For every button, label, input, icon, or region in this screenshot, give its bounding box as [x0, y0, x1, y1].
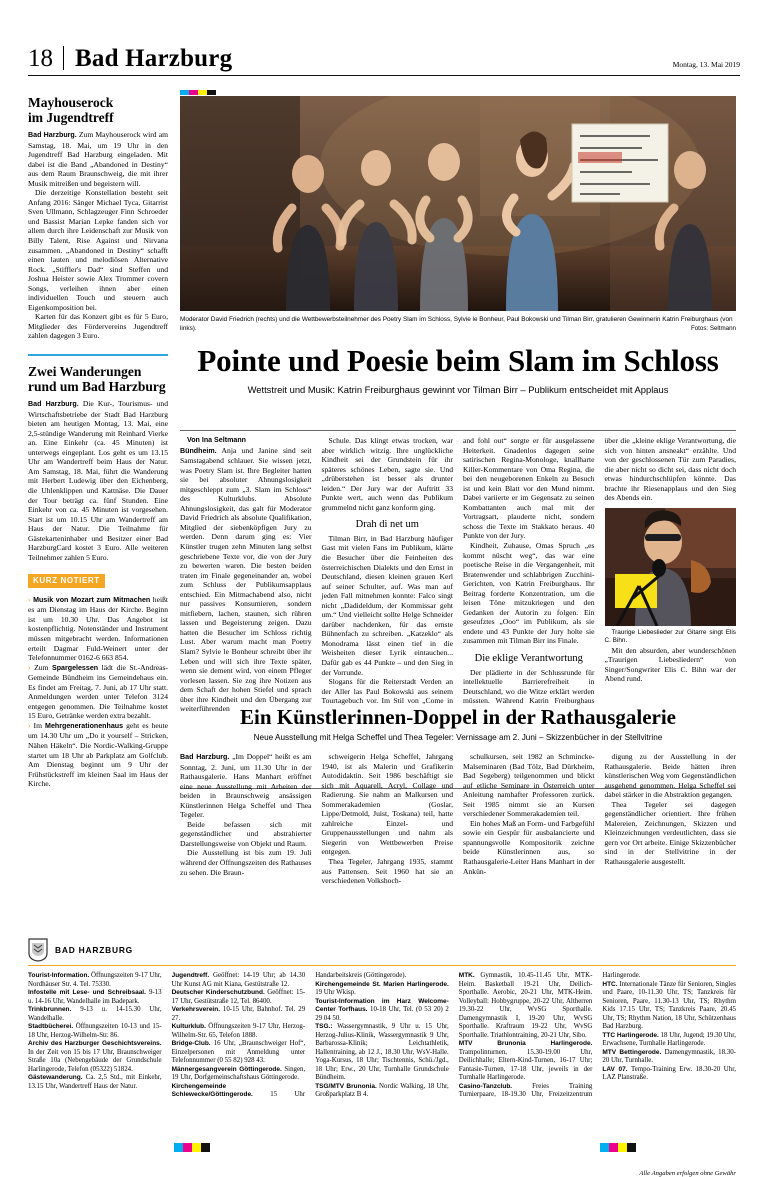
paragraph: Mit den absurden, aber wunderschönen „Traurigen Liebesliedern“ von Singer/Songwriter Elis C. Bihn war der Abend rund.	[604, 645, 736, 684]
service-entry: LAV 07. Tempo-Training Erw. 18.30-20 Uhr, LAZ Planstraße.	[602, 1065, 736, 1081]
headline-line: Mayhouserock	[28, 95, 114, 110]
service-name: Trinkbrunnen.	[28, 1006, 72, 1013]
photo-credit: Fotos: Seltmann	[690, 324, 736, 332]
service-entry: Tourist-Information im Harz Welcome-Center Torfhaus. 10-18 Uhr, Tel. (0 53 20) 2 29 04 50.	[315, 997, 449, 1022]
service-entry: HTC. Internationale Tänze für Senioren, Singles und Paare, 10-11.30 Uhr, TS; Tanzkreis für Senioren, Paare, 11.30-13 Uhr, TS; Rhythm Kids 17.15 Uhr, TS; Tanzkreis Paare, 20.45 Uhr, TS; Rhythm Nation, 18 Uhr, Schützenhaus Bad Harzburg.	[602, 980, 736, 1030]
lead-photo-image	[180, 96, 736, 311]
service-name: Kirchengemeinde St. Marien Harlingerode.	[315, 980, 449, 988]
second-story-subhead: Neue Ausstellung mit Helga Scheffel und Thea Tegeler: Vernissage am 2. Juni – Skizzenbücher in der Stellvitrine	[253, 733, 663, 742]
story-subheading: Drah di net um	[355, 519, 419, 531]
service-name: Gästewanderung.	[28, 1074, 83, 1081]
main-story-headline: Pointe und Poesie beim Slam im Schloss	[197, 343, 719, 378]
paragraph: schweigerin Helga Scheffel, Jahrgang 1940, ist als Malerin und Grafikerin Autodidaktin. Seit 1986 beschäftigt sie sich mit Aquarell, Acryl, Collage und Radierung. Sie nahm an Malkursen und Sommerakademien (Goslar, Lippe/Detmold, Juist, Toskana) teil, hatte zahlreiche Einzel- und Gruppenausstellungen und nahm als Siegerin von Wettbewerben Preise entgegen.	[321, 752, 453, 857]
service-entry: Verkehrsverein. 10-15 Uhr, Bahnhof. Tel. 29 27.	[171, 1006, 306, 1022]
service-name: TSG/MTV Brunonia.	[315, 1082, 377, 1090]
services-directory	[28, 938, 736, 1177]
main-story-columns-wrap	[180, 436, 736, 714]
paragraph: Slogans für die Reiterstadt Verden an der Aller las Paul Bokowski aus seinem Tourtagebuch vor. Im Stil von „Come in and fohl out“ sorgte er für ausgelassene Heiterkeit. Gnadenlos dagegen seine satirischen Regina-Monologe, knallharte Killer-Kommentare von Oma Regina, die bei den neugeborenen Enkeln zu Besuch ist und kein Blatt vor den Mund nimmt. Dabei variierte er im Gegensatz zu seinen Kombattanten auch mal mit der Vortragsart, plauderte nicht, sondern schoss die Texte im Stakkato heraus. 40 Punkte von der Jury.	[321, 436, 595, 706]
services-header	[28, 938, 736, 964]
story-subheading: Die eklige Verantwortung	[474, 653, 583, 665]
service-name: Verkehrsverein.	[171, 1006, 221, 1013]
service-name: Kulturklub.	[171, 1023, 206, 1030]
paragraph: Die derzeitige Konstellation besteht seit Anfang 2016: Sänger Michael Tyca, Gitarrist Sven Ullmann, Schlagzeuger Finn Schroeder und Bassist Marian Lepke fanden sich vor allem durch ihre Leidenschaft zur Musik von Billy Talent, Rise Against und Nirvana zusammen. „Abandoned in Destiny“ schafft einen lauten und melodiösen Alternative Rock. „Stiffler's Dad“ sind Steffen und Joshua Heister sowie Alex Trommer covern Songs, verleihen ihnen aber einen individuellen Touch und steuern auch Eigenkomposition bei.	[28, 188, 168, 312]
rail-article1-headline	[28, 96, 168, 125]
dateline: Bündheim.	[180, 446, 217, 455]
brief-keyword: Musik von Mozart zum Mitmachen	[33, 595, 151, 604]
byline: Von Ina Seltmann	[187, 436, 246, 444]
left-rail	[28, 96, 168, 789]
service-name: Stadtbücherei.	[28, 1023, 74, 1030]
headline-line: Zwei Wanderungen	[28, 364, 142, 380]
service-entry: Archiv des Harzburger Geschichtsvereins. In der Zeit von 15 bis 17 Uhr, Braunschweiger Straße 10a (Nebengebäude der Grundschule Harlingerode, Telefon (05322) 51824.	[28, 1040, 162, 1073]
service-entry: Deutscher Kinderschutzbund. Geöffnet: 15-17 Uhr, Gestütstraße 12, Tel. 86400.	[171, 989, 306, 1005]
rail-divider-1	[28, 354, 168, 356]
inline-photo-image	[605, 508, 737, 626]
section-title: Bad Harzburg	[75, 45, 233, 72]
paragraph: Beide befassen sich mit gegenständlicher und abstrahierter Darstellungsweise von Objekt und Raum.	[180, 819, 312, 848]
service-entry: Kirchengemeinde St. Marien Harlingerode. 19 Uhr Wkisp.	[315, 980, 449, 996]
lead-photo-caption: Moderator David Friedrich (rechts) und die Wettbewerbsteilnehmer des Poetry Slam im Schloss, Sylvie le Bonheur, Paul Bokowski und Tilman Birr, gratulieren Gewinnerin Katrin Freiburghaus (von links).	[180, 316, 733, 332]
service-name: TSG.:	[315, 1023, 333, 1030]
service-name: MTV Bettingerode.	[602, 1048, 662, 1056]
main-story-subhead: Wettstreit und Musik: Katrin Freiburghaus gewinnt vor Tilman Birr – Publikum entscheidet mit Applaus	[247, 384, 669, 395]
lead-photo	[180, 96, 736, 311]
service-entry: Casino-Tanzclub. Freies Training Turnierpaare, 18-19.30 Uhr, Freizeitzentrum Harlingerode.	[458, 972, 641, 1098]
service-entry: Stadtbücherei. Öffnungszeiten 10-13 und 15-18 Uhr, Herzog-Wilhelm-Str. 86.	[28, 1023, 162, 1039]
paragraph: Bad Harzburg. „Im Doppel“ heißt es am Sonntag, 2. Juni, um 11.30 Uhr in der Rathausgalerie. Hans Manhart eröffnet eine neue Ausstellung mit Arbeiten der beiden in Braunschweig ansässigen Künstlerinnen Helga Scheffel und Thea Tegeler.	[180, 752, 312, 820]
registration-marks-bottom-right	[600, 1143, 636, 1152]
paragraph: Kindheit, Zuhause, Omas Spruch „es kommt nüscht weg“, das war eine poetische Reise in die Vergangenheit, mit Bratenwender und schlabbrigen Zucchini-Gerichten, von Katrin Freiburghaus. Ihr Beitrag forderte Konzentration, um die leisen Töne mitzukriegen und den Gedanken der Autorin zu folgen. Ein geseufztes „Ooo“ im Publikum, als sie endete und 43 Punkte der Jury holte sie zusammen mit Tilman Birr ins Finale.	[463, 541, 595, 646]
masthead-rule	[28, 75, 740, 76]
service-entry: MTK. Gymnastik, 10.45-11.45 Uhr, MTK-Heim. Basketball 19-21 Uhr, Deilich-Sporthalle. Aerobic, 20-21 Uhr, MTK-Heim. Volleyball: Hobbygruppe, 20-22 Uhr, Altherren 19.30-22 Uhr, WvSG Sporthalle. Damengymnastik I, 19-20 Uhr, WvSG Sporthalle. Kraftraum 19-22 Uhr, WvSG Sporthalle. Triathlontraining, 20-21 Uhr, Sibo.	[458, 972, 593, 1039]
service-entry: Bridge-Club. 16 Uhr, „Braunschweiger Hof“, Einzelpersonen mit Anmeldung unter Telefonnummer (0 55 82) 928 43.	[171, 1040, 306, 1064]
service-name: Casino-Tanzclub.	[458, 1082, 513, 1090]
paragraph: Thea Tegeler sei dagegen gegenständlicher orientiert. Ihre frühen Malereien, Zeichnungen, Skizzen und Kleinzeichnungen verdeutlichten, dass sie gern vor Ort arbeite. Einige Skizzenbücher sind in der Stellvitrine in der Rathausgalerie ausgestellt.	[604, 799, 736, 867]
service-name: Archiv des Harzburger Geschichtsvereins.	[28, 1040, 162, 1047]
page-number: 18	[28, 45, 53, 72]
lead-photo-caption-wrap	[180, 316, 736, 333]
service-name: LAV 07.	[602, 1065, 628, 1073]
paragraph: Die Ausstellung ist bis zum 19. Juli während der Öffnungszeiten des Rathauses zu sehen. Die Braun-	[180, 848, 312, 877]
brief-item: › Musik von Mozart zum Mitmachen heißt es am Dienstag im Haus der Kirche. Beginn ist um 10.30 Uhr. Das Angebot ist kostenpflichtig. Notenständer und Instrument müssen mitgebracht werden. Informationen erteilt Dagmar Fuld-Weinert unter der Telefonnummer 0162-6 663 854.	[28, 594, 168, 663]
service-name: HTC.	[602, 980, 618, 988]
paragraph: Der plädierte in der Schlussrunde für intellektuelle Barrierefreiheit in Deutschland, wo die Witze erklärt werden müssten. Während Katrin Freiburghaus über die „kleine eklige Verantwortung, die sich von hinten ansneakt“ erzählte. Und von der geschlossenen Tür zum Paradies, die aber nicht so dicht sei, dass nicht doch etwas hindurchschlüpfen könnte. Das brachte ihr Riesenapplaus und den Sieg des Abends ein.	[463, 436, 736, 706]
dateline: Bad Harzburg.	[28, 131, 77, 139]
service-entry: TTC Harlingerode. 18 Uhr, Jugend; 19.30 Uhr, Erwachsene, Turnhalle Harlingerode.	[602, 1031, 736, 1047]
registration-marks-bottom-left	[174, 1143, 210, 1152]
rail-briefs	[28, 595, 168, 789]
service-entry: Trinkbrunnen. 9-13 u. 14-15.30 Uhr, Wandelhalle.	[28, 1006, 162, 1022]
service-name: Infostelle mit Lese- und Schreibsaal.	[28, 989, 146, 996]
brief-item: › Zum Spargelessen lädt die St.-Andreas-Gemeinde Bündheim ins Gemeindehaus ein. Es findet am Freitag, 7. Juni, ab 17 Uhr statt. Anmeldungen werden unter Telefon 3124 entgegen genommen. Die Teilnahme kostet 15 Euro, Getränke werden extra bezahlt.	[28, 662, 169, 721]
service-entry: MTV Bettingerode. Damengymnastik, 18.30-20 Uhr, Turnhalle.	[602, 1048, 736, 1064]
service-entry: TSG/MTV Brunonia. Nordic Walking, 18 Uhr, Großparkplatz B 4.	[315, 1082, 449, 1098]
service-entry: Tourist-Information. Öffnungszeiten 9-17 Uhr, Nordhäuser Str. 4. Tel. 75330.	[28, 972, 162, 988]
service-name: Kirchengemeinde Schlewecke/Göttingerode.	[171, 1082, 253, 1098]
service-name: Tourist-Information im Harz Welcome-Center Torfhaus.	[315, 997, 449, 1013]
headline-line: im Jugendtreff	[28, 109, 114, 125]
inline-photo	[605, 508, 737, 626]
rail-article2-body	[28, 399, 168, 562]
bullet-icon: ›	[28, 594, 31, 604]
service-entry: Kulturklub. Öffnungszeiten 9-17 Uhr, Herzog-Wilhelm-Str. 65, Telefon 1888.	[171, 1023, 306, 1039]
rail-article2-headline	[28, 365, 168, 394]
services-guarantee-note: Alle Angaben erfolgen ohne Gewähr	[639, 1170, 736, 1177]
registration-marks-top	[180, 90, 216, 95]
second-story	[180, 706, 736, 917]
dateline: Bad Harzburg.	[28, 400, 79, 409]
headline-line: rund um Bad Harzburg	[28, 378, 166, 394]
service-name: Deutscher Kinderschutzbund.	[171, 989, 265, 996]
service-name: Männergesangverein Göttingerode.	[171, 1065, 282, 1073]
brief-keyword: Mehrgenerationenhaus	[45, 721, 124, 730]
paragraph: schulkursen, seit 1982 an Schmincke-Malseminaren (Bad Tölz, Bad Dürkheim, Bad Segeberg) teilgenommen und blickt auf etliche Seminare in Österreich unter Anleitung namhafter Professoren zurück. Seit 1985 nimmt sie an Kursen verschiedener Sommerakademien teil.	[463, 752, 595, 819]
services-rule	[28, 965, 736, 966]
service-name: Bridge-Club.	[171, 1040, 211, 1047]
service-name: MTK.	[458, 972, 475, 979]
brief-keyword: Spargelessen	[51, 663, 99, 672]
rule-above-main-body	[180, 430, 736, 431]
paragraph: digung zu der Ausstellung in der Rathausgalerie. Beide hätten ihren künstlerischen Weg vom Gegenständlichen ausgehend genommen. Helga Scheffel sei dabei stärker in die Abstraktion gegangen.	[604, 752, 736, 800]
city-crest-icon	[28, 938, 48, 962]
service-entry: Gästewanderung. Ca. 2,5 Std., mit Einkehr, 13.15 Uhr, Wandertreff Haus der Natur.	[28, 1074, 162, 1090]
service-entry: Jugendtreff. Geöffnet: 14-19 Uhr; ab 14.30 Uhr Kunst AG mit Kiana, Gestütstraße 12.	[171, 972, 306, 988]
service-name: Tourist-Information.	[28, 972, 90, 979]
inline-photo-caption: Traurige Liebeslieder zur Gitarre singt Elis C. Bihn.	[604, 628, 736, 645]
paragraph: Bündheim. Anja und Janine sind seit Samstagabend schlauer. Sie wissen jetzt, was Poetry Slam ist. Ihre Begleiter hatten sie bei absoluter Ahnungslosigkeit mitgeschleppt zum „3. Slam im Schloss“ des Kulturklubs. Absolute Ahnungslosigkeit, das galt für Moderator David Friedrich als absolute Qualifikation, Mitglied der siebenköpfigen Jury zu werden. Denn darum ging es: Vier Künstler trugen zehn Minuten lang selbst geschriebene Texte vor, die von der Jury zu bewerten waren. Die besten beiden traten im Finale gegeneinander an, wobei zum Schluss der Publikumsapplaus entschied. Ein Mitmachabend also, nicht nur passives Konsumieren, sondern mitfiebern, lachen, staunen, sich rühren lassen und Begeisterung zeigen. Dazu hatten die Besucher im Schloss richtig Lust. Aber warum macht man Poetry Slam? Sylvie le Bonheur schreibt über ihr Leben und will sich ihre Texte später, wenn sie dement wird, von einem Pfleger vorlesen lassen. Sie zog ihre Notizen aus dem Schaft der hohen Stiefel und sprach über ihre Kindheit und den Übergang zur weiterführenden	[180, 445, 312, 714]
rail-article1-body	[28, 130, 168, 341]
bullet-icon: ›	[28, 720, 31, 730]
service-name: TTC Harlingerode.	[602, 1031, 659, 1039]
paragraph: Bad Harzburg. Zum Mayhouserock wird am Samstag, 18. Mai, um 19 Uhr in den Jugendtreff Bad Harzburg eingeladen. Mit dabei ist die Band „Abandoned in Destiny“ aus dem Raum Braunschweig, die mit ihrer Musik mitreißen und begeistern will.	[28, 130, 168, 188]
bullet-icon: ›	[28, 662, 31, 672]
paragraph: Karten für das Konzert gibt es für 5 Euro, Mitglieder des Fördervereins Jugendtreff zahlen dagegen 3 Euro.	[28, 312, 168, 341]
paragraph: Thea Tegeler, Jahrgang 1935, stammt aus Pattensen. Seit 1960 hat sie an verschiedenen Volkshoch-	[321, 857, 453, 886]
paragraph: Tilman Birr, in Bad Harzburg häufiger Gast mit vielen Fans im Publikum, klärte die Besucher über die Feinheiten des österreichischen Dialekts und den Ernst in Deutschland, diesen kleinen grauen Kerl auf seiner Schulter, auf. Was man auf jeden Fall mitnehmen konnte: Falco singt nicht „Dadideldum, der Kommissar geht um.“ Und vielleicht sollte Helge Schneider darüber nachdenken, für das ernste Bühnenfach zu schreiben. „Katzeklo“ als Monodrama lässt einen tief in die Weisheiten dieser Lyrik eintauchen... Dafür gab es 44 Punkte – und den Sieg in der Vorrunde.	[321, 533, 453, 677]
service-entry: Kirchengemeinde Schlewecke/Göttingerode. 15 Uhr Handarbeitskreis (Göttingerode).	[171, 972, 407, 1098]
service-name: MTV Brunonia Harlingerode.	[458, 1040, 593, 1047]
service-entry: MTV Brunonia Harlingerode. Trampolinturnen, 15.30-19.00 Uhr, Deilichhalle; Eltern-Kind-Turnen, 16-17 Uhr; Fantasie-Turnen, 17-18 Uhr, jeweils in der Turnhalle Harlingerode.	[458, 1040, 593, 1081]
masthead	[28, 0, 740, 71]
main-story	[180, 344, 736, 396]
services-columns	[28, 972, 736, 1164]
services-title: BAD HARZBURG	[55, 945, 133, 955]
kurz-notiert-flag: KURZ NOTIERT	[28, 574, 105, 588]
paragraph: Schule. Das klingt etwas trocken, war aber wirklich witzig. Ihre unglückliche Kindheit sei der Grundstein für ihr späteres schönes Leben, sagte sie. Und „drüberstehen ist besser als drunter leiden.“ Der Jury war der Auftritt 33 Punkte wert, auch wenn das Publikum grummelnd nicht ganz konform ging.	[321, 436, 453, 512]
dateline: Bad Harzburg.	[180, 753, 230, 761]
second-story-columns	[180, 752, 736, 917]
issue-date: Montag, 13. Mai 2019	[672, 60, 740, 69]
service-entry: Männergesangverein Göttingerode. Singen, 19 Uhr, Dorfgemeinschaftshaus Göttingerode.	[171, 1065, 306, 1081]
paragraph: Bad Harzburg. Die Kur-, Tourismus- und Wirtschaftsbetriebe der Stadt Bad Harzburg bieten am heutigen Montag, 13. Mai, eine 2,5-stündige Wanderung mit Reinhard Vierke an. Eine Einkehr (ca. 45 Minuten) ist unterwegs eingeplant. Los geht es um 13.15 Uhr am Wandertreff beim Haus der Natur. Am Samstag, 18. Mai, führt die Wanderung mit Herbert Ludewig über den Eichenberg, die Uhlenklippen und Kattnäse. Die Dauer der Tour beträgt ca. fünf Stunden. Eine Einkehr von ca. 45 Minuten ist vorgesehen. Start ist um 10.15 Uhr am Wandertreff am Haus der Natur. Die Teilnahme für Gästekarteninhaber und Besitzer einer Bad HarzburgCard kostet 3 Euro. Alle weiteren Teilnehmer zahlen 5 Euro.	[28, 399, 168, 562]
brief-item: › Im Mehrgenerationenhaus geht es heute um 14.30 Uhr um „Do it yourself – Stricken, Nähen Häkeln“. Die Nordic-Walking-Gruppe startet um 18 Uhr ab Parkplatz am Golfclub. Am Dienstag beginnt um 9 Uhr der Frühstückstreff im kleinen Saal im Haus der Kirche.	[28, 720, 169, 789]
service-entry: Infostelle mit Lese- und Schreibsaal. 9-13 u. 14-16 Uhr, Wandelhalle im Badepark.	[28, 989, 162, 1005]
main-story-columns	[180, 436, 736, 714]
service-entry: TSG.: Wassergymnastik, 9 Uhr u. 15 Uhr, Herzog-Julius-Klinik, Wassergymnastik 9 Uhr, Barbarossa-Klinik; Leichtathletik, Hallentraining, ab 12 J., 18.30 Uhr, WsV-Halle. Yoga-Kursus, 18 Uhr; Tischtennis, Schü./Jgd., 18 Uhr; Erw., 20 Uhr, Turnhalle Grundschule Bündheim.	[315, 1023, 449, 1081]
paragraph: Ein hohes Maß an Form- und Farbgefühl sowie ein Gespür für ausbalancierte und spannungsvolle Kompositorik zeichne beide Künstlerinnen aus, so Rathausgalerie-Leiter Hans Manhart in der Ankün-	[463, 818, 595, 876]
service-name: Jugendtreff.	[171, 972, 210, 979]
second-story-headline: Ein Künstlerinnen-Doppel in der Rathausgalerie	[240, 705, 676, 729]
